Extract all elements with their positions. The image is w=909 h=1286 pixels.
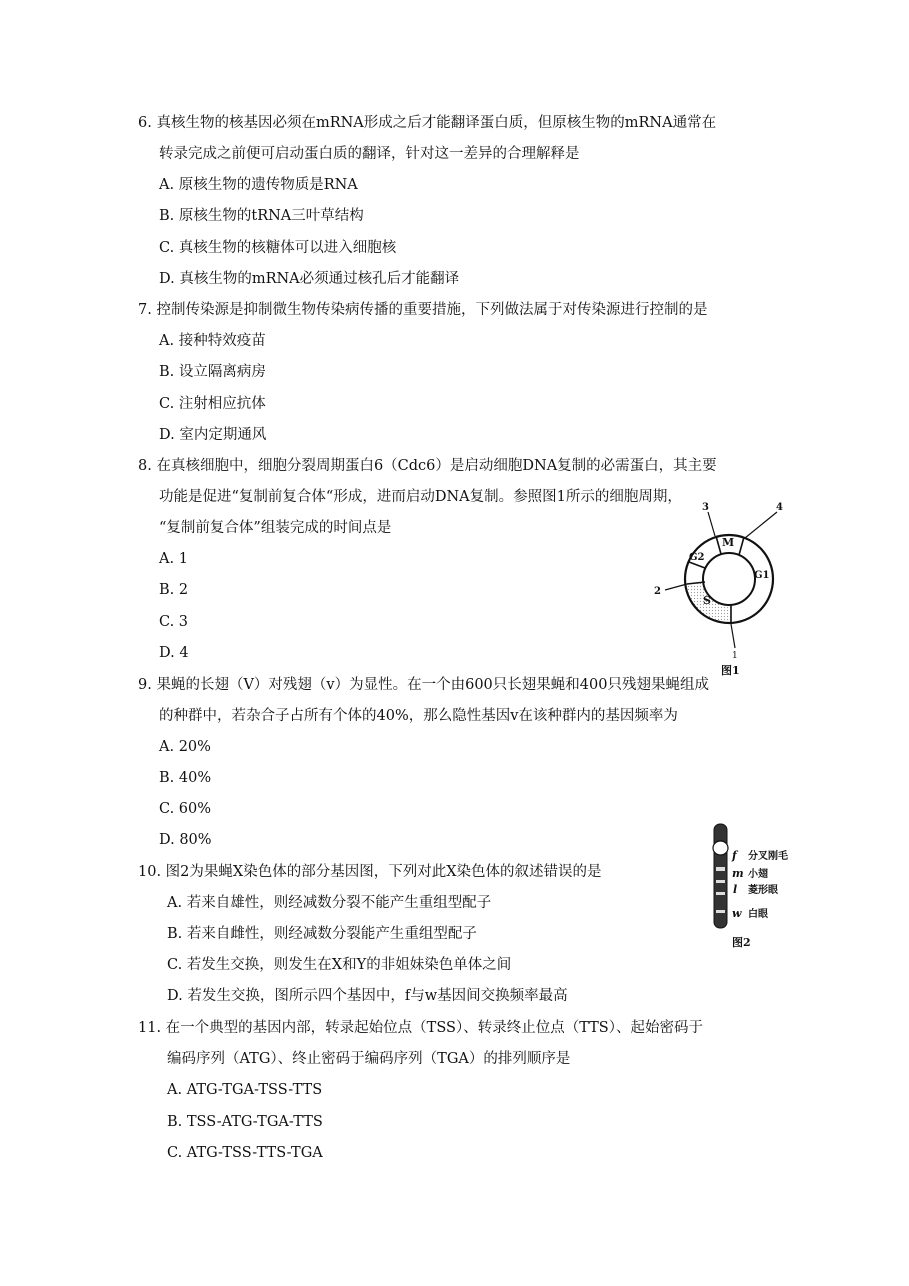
q6-option-b: B. 原核生物的tRNA三叶草结构 [159, 208, 364, 224]
figure-1-cell-cycle-diagram [645, 498, 795, 680]
q9-stem-line-1: 9. 果蝇的长翅（V）对残翅（v）为显性。在一个由600只长翅果蝇和400只残翅果蝇组成 [138, 677, 709, 693]
phase-label-g1: G1 [754, 570, 770, 581]
figure-2-caption: 图2 [732, 936, 751, 949]
gene-name-l: 菱形眼 [748, 885, 778, 896]
point-label-2: 2 [654, 586, 661, 597]
q11-stem-line-2: 编码序列（ATG）、终止密码于编码序列（TGA）的排列顺序是 [167, 1051, 571, 1067]
q8-stem-line-3: “复制前复合体”组装完成的时间点是 [159, 520, 392, 536]
gene-symbol-f: f [732, 849, 737, 862]
gene-symbol-w: w [732, 907, 742, 920]
q7-option-c: C. 注射相应抗体 [159, 396, 266, 412]
q6-stem-line-1: 6. 真核生物的核基因必须在mRNA形成之后才能翻译蛋白质，但原核生物的mRNA通常在 [138, 115, 717, 131]
q8-option-a: A. 1 [159, 551, 188, 567]
q9-option-d: D. 80% [159, 832, 212, 848]
q10-option-b: B. 若来自雌性，则经减数分裂能产生重组型配子 [167, 926, 477, 942]
q8-option-c: C. 3 [159, 614, 189, 630]
q9-stem-line-2: 的种群中，若杂合子占所有个体的40%，那么隐性基因v在该种群内的基因频率为 [159, 708, 678, 724]
q8-stem-line-1: 8. 在真核细胞中，细胞分裂周期蛋白6（Cdc6）是启动细胞DNA复制的必需蛋白，其主要 [138, 458, 717, 474]
gene-name-m: 小翅 [748, 869, 768, 880]
q8-stem-line-2: 功能是促进“复制前复合体“形成，进而启动DNA复制。参照图1所示的细胞周期， [159, 489, 682, 505]
q10-stem-line-1: 10. 图2为果蝇X染色体的部分基因图，下列对此X染色体的叙述错误的是 [138, 864, 602, 880]
figure-1-caption: 图1 [721, 664, 740, 677]
q9-option-b: B. 40% [159, 770, 212, 786]
gene-name-f: 分叉刚毛 [748, 851, 788, 862]
q6-option-d: D. 真核生物的mRNA必须通过核孔后才能翻译 [159, 271, 460, 287]
q7-option-b: B. 设立隔离病房 [159, 364, 266, 380]
centromere [713, 841, 728, 855]
phase-label-s: S [703, 594, 711, 607]
q11-option-b: B. TSS-ATG-TGA-TTS [167, 1114, 323, 1130]
q8-option-b: B. 2 [159, 582, 189, 598]
q7-option-a: A. 接种特效疫苗 [159, 333, 266, 349]
q9-option-c: C. 60% [159, 801, 212, 817]
q10-option-d: D. 若发生交换，图所示四个基因中，f与w基因间交换频率最高 [167, 988, 568, 1004]
q7-stem-line-1: 7. 控制传染源是抑制微生物传染病传播的重要措施，下列做法属于对传染源进行控制的是 [138, 302, 708, 318]
q6-stem-line-2: 转录完成之前便可启动蛋白质的翻译，针对这一差异的合理解释是 [159, 146, 580, 162]
phase-label-g2: G2 [689, 552, 705, 563]
q10-option-a: A. 若来自雄性，则经减数分裂不能产生重组型配子 [167, 895, 492, 911]
q9-option-a: A. 20% [159, 739, 211, 755]
q11-stem-line-1: 11. 在一个典型的基因内部，转录起始位点（TSS）、转录终止位点（TTS）、起始密码于 [138, 1020, 703, 1036]
gene-name-w: 白眼 [748, 909, 768, 920]
q6-option-c: C. 真核生物的核糖体可以进入细胞核 [159, 240, 397, 256]
point-label-3: 3 [702, 502, 709, 513]
q8-option-d: D. 4 [159, 645, 189, 661]
q10-option-c: C. 若发生交换，则发生在X和Y的非姐妹染色单体之间 [167, 957, 512, 973]
gene-symbol-l: l [733, 883, 738, 896]
phase-label-m: M [722, 536, 735, 549]
q11-option-a: A. ATG-TGA-TSS-TTS [167, 1082, 323, 1098]
point-label-1: 1 [732, 651, 738, 661]
q11-option-c: C. ATG-TSS-TTS-TGA [167, 1145, 323, 1161]
q7-option-d: D. 室内定期通风 [159, 427, 267, 443]
q6-option-a: A. 原核生物的遗传物质是RNA [159, 177, 358, 193]
gene-symbol-m: m [732, 867, 744, 880]
figure-2-x-chromosome-map [708, 822, 808, 954]
point-label-4: 4 [776, 502, 783, 513]
